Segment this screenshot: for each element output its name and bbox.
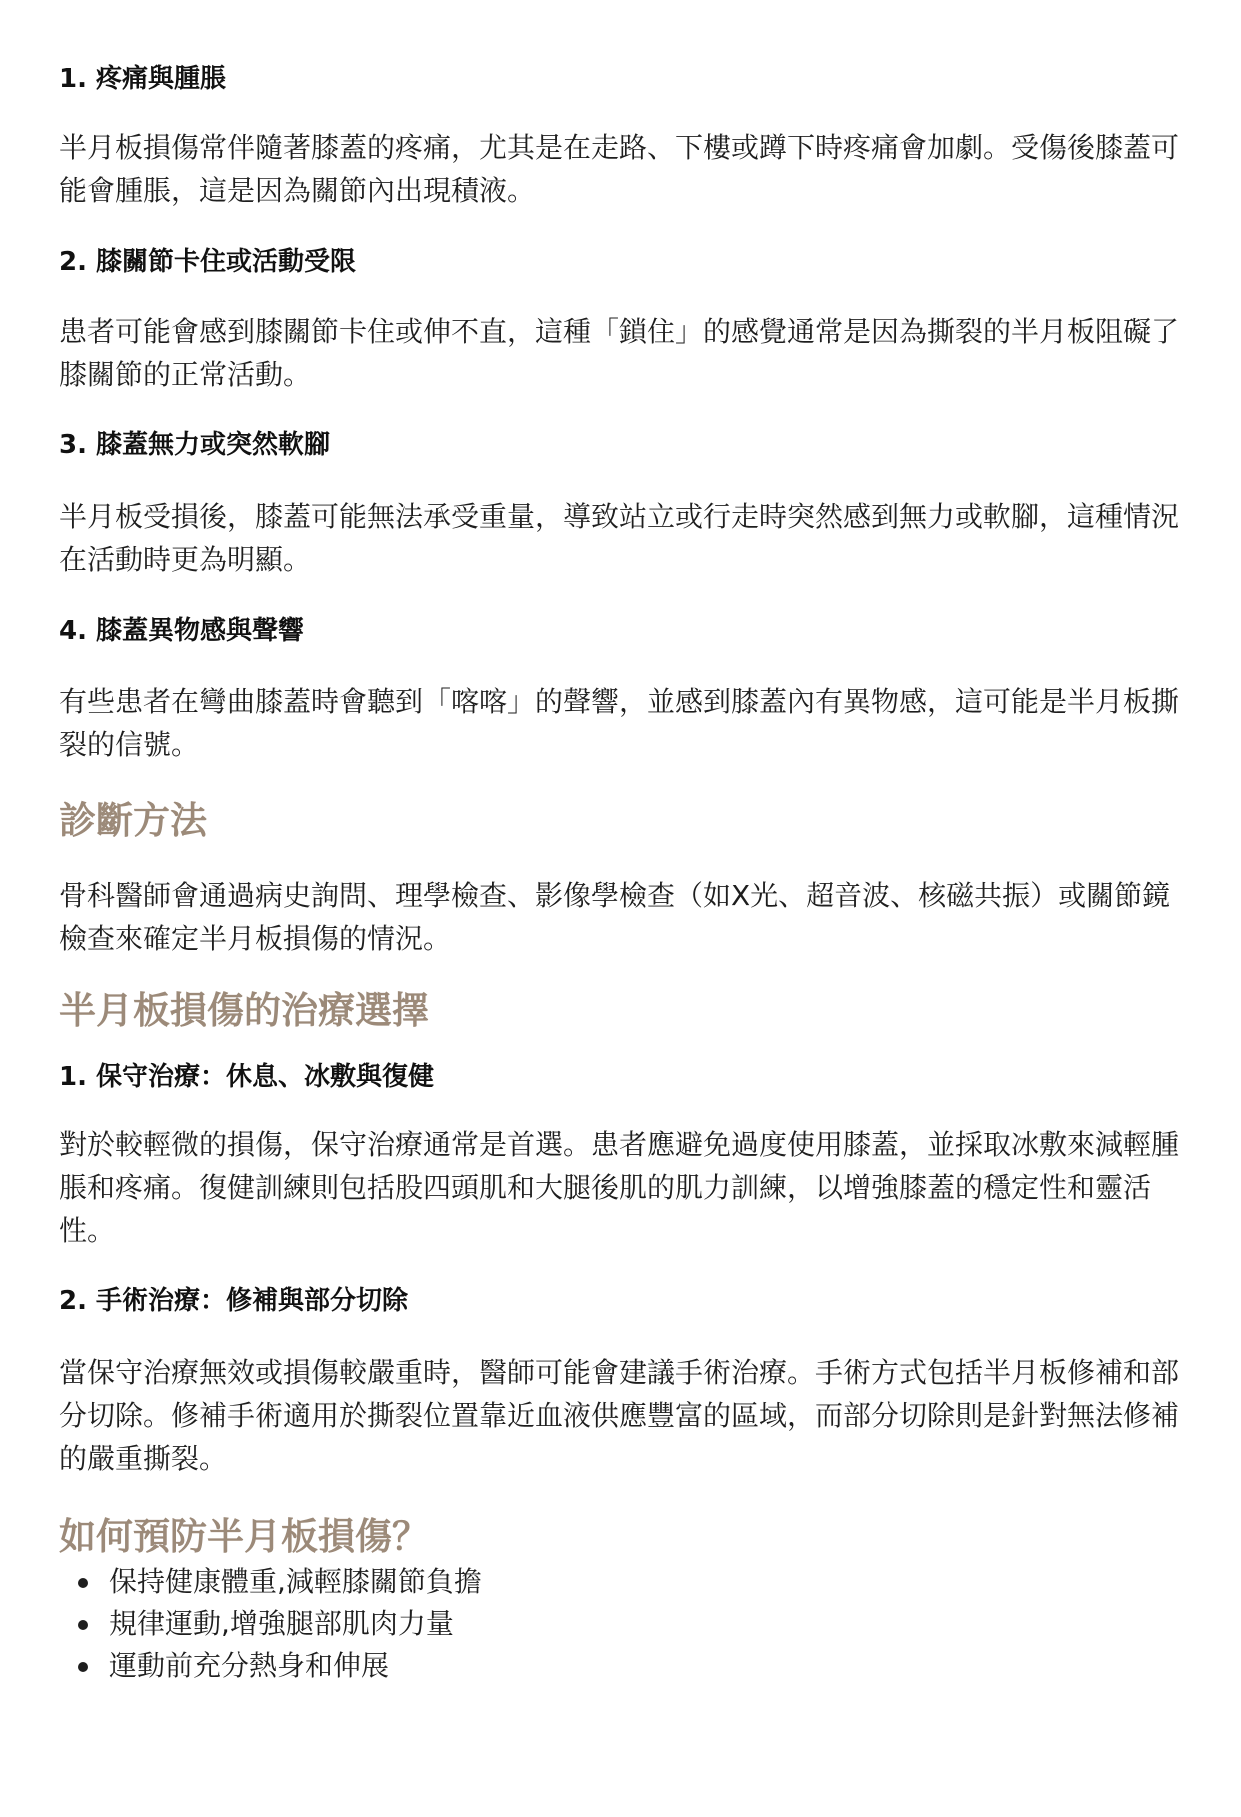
list-item <box>59 1603 1181 1645</box>
bullet-dot-icon <box>78 1620 88 1630</box>
treatment-body-conservative: 對於較輕微的損傷，保守治療通常是首選。患者應避免過度使用膝蓋，並採取冰敷來減輕腫脹和疼痛。復健訓練則包括股四頭肌和大腿後肌的肌力訓練，以增強膝蓋的穩定性和靈活性。 <box>59 1128 1180 1247</box>
symptom-body-pain-swelling: 半月板損傷常伴隨著膝蓋的疼痛，尤其是在走路、下樓或蹲下時疼痛會加劇。受傷後膝蓋可能會腫脹，這是因為關節內出現積液。 <box>59 131 1180 207</box>
section-heading-treatment: 半月板損傷的治療選擇 <box>59 989 429 1032</box>
symptom-title-foreign-body: 4. 膝蓋異物感與聲響 <box>59 616 305 646</box>
list-item-text: 運動前充分熱身和伸展 <box>109 1649 390 1682</box>
treatment-title-conservative: 1. 保守治療：休息、冰敷與復健 <box>59 1062 435 1092</box>
bullet-dot-icon <box>78 1578 88 1588</box>
bullet-dot-icon <box>78 1662 88 1672</box>
symptom-title-locking: 2. 膝關節卡住或活動受限 <box>59 247 357 277</box>
list-item-text: 保持健康體重,減輕膝關節負擔 <box>109 1565 482 1598</box>
list-item-text: 規律運動,增強腿部肌肉力量 <box>109 1607 454 1640</box>
treatment-title-surgery: 2. 手術治療：修補與部分切除 <box>59 1286 409 1316</box>
symptom-title-weakness: 3. 膝蓋無力或突然軟腳 <box>59 430 331 460</box>
article-page <box>0 62 1241 1817</box>
prevention-list <box>59 1561 1181 1687</box>
symptom-body-weakness: 半月板受損後，膝蓋可能無法承受重量，導致站立或行走時突然感到無力或軟腳，這種情況在活動時更為明顯。 <box>59 500 1180 576</box>
diagnosis-body: 骨科醫師會通過病史詢問、理學檢查、影像學檢查（如X光、超音波、核磁共振）或關節鏡檢查來確定半月板損傷的情況。 <box>59 879 1171 955</box>
symptom-body-foreign-body: 有些患者在彎曲膝蓋時會聽到「喀喀」的聲響，並感到膝蓋內有異物感，這可能是半月板撕裂的信號。 <box>59 685 1180 761</box>
list-item <box>59 1645 1181 1687</box>
symptom-title-pain-swelling: 1. 疼痛與腫脹 <box>59 64 227 94</box>
symptom-body-locking: 患者可能會感到膝關節卡住或伸不直，這種「鎖住」的感覺通常是因為撕裂的半月板阻礙了膝關節的正常活動。 <box>59 315 1180 391</box>
section-heading-prevention: 如何預防半月板損傷？ <box>59 1515 429 1558</box>
list-item <box>59 1561 1181 1603</box>
section-heading-diagnosis: 診斷方法 <box>59 799 207 842</box>
treatment-body-surgery: 當保守治療無效或損傷較嚴重時，醫師可能會建議手術治療。手術方式包括半月板修補和部分切除。修補手術適用於撕裂位置靠近血液供應豐富的區域，而部分切除則是針對無法修補的嚴重撕裂。 <box>59 1356 1180 1475</box>
